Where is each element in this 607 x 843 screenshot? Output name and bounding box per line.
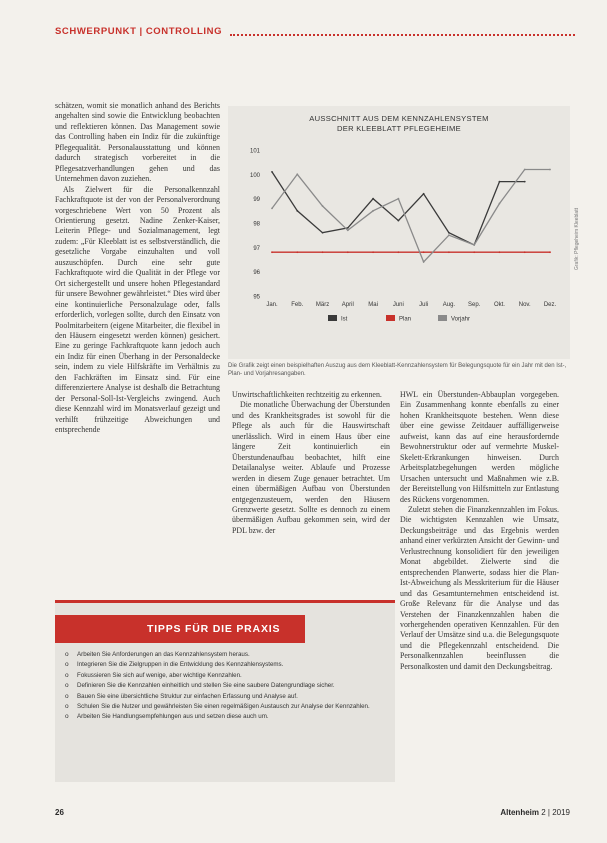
x-tick-label: März: [315, 302, 330, 308]
data-point-ist: [347, 227, 349, 229]
data-point-plan: [322, 251, 324, 253]
bullet-circle-icon: o: [65, 703, 69, 711]
header-dotted-rule: [230, 34, 575, 36]
data-point-plan: [524, 251, 526, 253]
tips-list-item: [65, 672, 390, 681]
tips-box: [55, 600, 395, 782]
data-point-ist: [271, 171, 273, 173]
tips-list-item: [65, 682, 390, 691]
y-tick-label: 99: [253, 197, 260, 204]
data-point-ist: [499, 181, 501, 183]
data-point-vorjahr: [473, 244, 475, 246]
data-point-plan: [423, 251, 425, 253]
text-column-3: [400, 390, 559, 672]
data-point-vorjahr: [296, 173, 298, 175]
bullet-circle-icon: o: [65, 682, 69, 690]
paragraph: Unwirtschaftlichkeiten rechtzeitig zu erkennen.: [232, 390, 382, 399]
tips-item-text: Bauen Sie eine übersichtliche Struktur zur einfachen Erfassung und Analyse auf.: [77, 692, 298, 700]
x-tick-label: Sep.: [468, 302, 481, 308]
x-tick-label: Mai: [368, 302, 378, 308]
x-tick-label: Juni: [392, 302, 404, 308]
paragraph: Die monatliche Überwachung der Überstunden und des Krankheitsgrades ist sowohl für die Pflege als auch für die Hauswirtschaft unerlässlich. Wird in einem Haus über eine längere Zeit kontinuierlich ein Überstundenaufbau beobachtet, hilft eine Detailanalyse weiter. Ablaufe und Prozesse werden in diesem Zuge genauer betrachtet. Um einen übermäßigen Aufbau von Überstunden entgegenzusteuern, werden den Häusern Grenzwerte gesetzt. Sollte es dennoch zu einem übermäßigen Aufbau gekommen sein, wird der PDL bzw. der: [232, 400, 390, 535]
tips-item-text: Arbeiten Sie Anforderungen an das Kennzahlensystem heraus.: [77, 651, 250, 658]
paragraph: schätzen, womit sie monatlich anhand des Berichts angehalten sind sowie die Entwicklung beobachten und reflektieren können. Das Management sowie das Controlling haben ein Indiz für die zukünftige Pflegequalität. Personalausstattung und können dadurch strategisch vorbereitet in die Pflegesatzverhandlungen gehen und das Unternehmen davon zuziehen.: [55, 101, 220, 184]
chart-title-line-1: AUSSCHNITT AUS DEM KENNZAHLENSYSTEM: [309, 114, 489, 123]
y-tick-label: 100: [249, 172, 260, 179]
issue-label: 2 | 2019: [541, 808, 570, 817]
tips-list: [65, 651, 390, 724]
data-point-plan: [549, 251, 551, 253]
x-tick-label: Jan.: [266, 302, 278, 308]
data-point-plan: [397, 251, 399, 253]
bullet-circle-icon: o: [65, 671, 69, 679]
data-point-ist: [372, 198, 374, 200]
x-tick-label: Okt.: [493, 302, 505, 308]
data-point-vorjahr: [549, 169, 551, 171]
section-label: SCHWERPUNKT: [55, 26, 137, 37]
data-point-vorjahr: [524, 169, 526, 171]
data-point-vorjahr: [271, 208, 273, 210]
tips-item-text: Arbeiten Sie Handlungsempfehlungen aus und setzen diese auch um.: [77, 713, 269, 721]
data-point-ist: [397, 220, 399, 222]
tips-list-item: [65, 651, 390, 660]
data-point-plan: [347, 251, 349, 253]
text-column-1: [55, 101, 220, 436]
chart-caption: Die Grafik zeigt einen beispielhaften Auszug aus dem Kleeblatt-Kennzahlensystem für Belegungsquote für ein Jahr mit den Ist-, Plan- und Vorjahresangaben.: [228, 363, 567, 377]
header-separator: |: [139, 26, 143, 37]
y-tick-label: 96: [253, 270, 260, 277]
x-tick-label: Dez.: [543, 302, 557, 308]
y-tick-label: 97: [253, 245, 260, 252]
legend-label-ist: Ist: [341, 316, 348, 323]
magazine-name: Altenheim: [500, 808, 539, 817]
x-tick-label: Aug.: [442, 302, 456, 308]
bullet-circle-icon: o: [65, 692, 69, 700]
bullet-circle-icon: o: [65, 651, 69, 658]
tips-list-item: [65, 713, 390, 722]
legend-swatch-vorjahr: [438, 315, 447, 321]
page-footer: [55, 808, 570, 822]
paragraph: Als Zielwert für die Personalkennzahl Fachkraftquote ist der von der Personalverordnung vorgeschriebene Wert von 50 Prozent als Orientierung gesetzt. Nadine Zenker-Kaiser, Leiterin Pflege- und Sozialmanagement, legt zudem: „Für Kleeblatt ist es selbstverständlich, die gesetzliche Vorgabe einzuhalten und voll auszuschöpfen. Durch eine sehr gute Fachkraftquote wird die Qualität in der Pflege vor Ort sichergestellt und unsere hohen Pflegestandard für unsere Bewohner gewährleistet.“ Dies wird über eine kontinuierliche Personalzulage oder, falls erforderlich, vorlegen sollte, durch den Einsatz von Poolmitarbeitern (eigene Mitarbeiter, die flexibel in den Häusern eingesetzt werden können) gesichert. Eine zu geringe Fachkraftquote kann jedoch auch ein Indiz für einen Überhang in der Personaldecke sein, indem zu viele Hilfskräfte im Verhältnis zu den Fachkräften im Einsatz sind. Für eine differenziertere Analyse ist deshalb die Betrachtung der Personal-Soll-Ist-Vergleichs zwingend. Auch diese Kennzahl wird im Monatsverlauf gezeigt und verhilft frühzeitige Abweichungen und entsprechende: [55, 184, 220, 435]
y-tick-label: 101: [249, 148, 260, 155]
data-point-plan: [372, 251, 374, 253]
section-header: [55, 26, 575, 40]
data-point-vorjahr: [372, 210, 374, 212]
legend-swatch-ist: [328, 315, 337, 321]
tips-item-text: Fokussieren Sie sich auf wenige, aber wichtige Kennzahlen.: [77, 671, 242, 679]
magazine-issue: [500, 808, 570, 817]
tips-list-item: [65, 693, 390, 702]
x-tick-label: Feb.: [291, 302, 304, 308]
data-point-plan: [448, 251, 450, 253]
page-number: 26: [55, 808, 64, 817]
legend-swatch-plan: [386, 315, 395, 321]
tips-item-text: Schulen Sie die Nutzer und gewährleisten Sie einen regelmäßigen Austausch zur Analyse der Kennzahlen.: [77, 703, 370, 711]
paragraph: HWL ein Überstunden-Abbauplan vorgegeben. Ein Zusammenhang konnte ebenfalls zu einer hohen Krankheitsquote bestehen. Wenn diese über eine gewisse Zeitdauer auffälligerweise aufweist, kann das auf eine herausfordernde Bewohnerstruktur oder auf vermehrte Muskel-Skelett-Erkrankungen hinweisen. Durch Arbeitsplatzbegehungen werden mögliche Ursachen untersucht und Maßnahmen wie z.B. der Bereitstellung von Hilfsmitteln zur Entlastung des Rückens vorgenommen.: [400, 390, 559, 504]
legend-label-plan: Plan: [399, 316, 412, 323]
series-line-vorjahr: [272, 170, 550, 262]
text-column-2: [232, 390, 390, 536]
data-point-ist: [448, 232, 450, 234]
chart-panel: [228, 106, 570, 359]
y-tick-label: 95: [253, 294, 260, 301]
data-point-plan: [473, 251, 475, 253]
chart-title-line-2: DER KLEEBLATT PFLEGEHEIME: [336, 124, 462, 133]
tips-list-item: [65, 661, 390, 670]
data-point-plan: [296, 251, 298, 253]
data-point-ist: [423, 193, 425, 195]
tips-item-text: Integrieren Sie die Zielgruppen in die Entwicklung des Kennzahlensystems.: [77, 661, 284, 669]
data-point-vorjahr: [423, 261, 425, 263]
topic-label: CONTROLLING: [145, 26, 223, 37]
bullet-circle-icon: o: [65, 713, 69, 721]
data-point-vorjahr: [499, 203, 501, 205]
data-point-plan: [271, 251, 273, 253]
tips-item-text: Definieren Sie die Kennzahlen einheitlich und stellen Sie eine saubere Datengrundlage sicher.: [77, 682, 335, 690]
graphic-credit: Grafik: Pflegeheim Kleeblatt: [574, 208, 580, 270]
tips-list-item: [65, 703, 390, 712]
data-point-ist: [524, 181, 526, 183]
legend-label-vorjahr: Vorjahr: [451, 316, 471, 323]
bullet-circle-icon: o: [65, 661, 69, 669]
data-point-vorjahr: [448, 234, 450, 236]
x-tick-label: April: [341, 302, 354, 308]
data-point-plan: [499, 251, 501, 253]
x-tick-label: Nov.: [518, 302, 531, 308]
paragraph: Zuletzt stehen die Finanzkennzahlen im Fokus. Die wichtigsten Kennzahlen wie Umsatz, Deckungsbeiträge und das Ergebnis werden anhand einer verkürzten Ansicht der Gewinn- und Verlustrechnung konsolidiert für den jeweiligen Monat abgebildet. Zielwerte sind die entsprechenden Planwerte, sodass hier die Plan-Ist-Abweichung als Messkriterium für die Häuser und das Gesamtunternehmen entscheidend ist. Große Relevanz für die Analyse und das Verstehen der Finanzkennzahlen haben die vorhergehenden operativen Kennzahlen. Für den Verlauf der Umsätze sind u.a. die Belegungsquote und die Pflegekennzahl entscheidend. Die Personalkennzahlen beeinflussen die Personalkosten und damit den Deckungsbeitrag.: [400, 504, 559, 671]
data-point-vorjahr: [397, 198, 399, 200]
series-line-ist: [272, 172, 525, 245]
y-tick-label: 98: [253, 221, 260, 228]
line-chart: [228, 106, 570, 359]
data-point-ist: [296, 210, 298, 212]
data-point-ist: [322, 232, 324, 234]
tips-title: TIPPS FÜR DIE PRAXIS: [55, 615, 305, 643]
data-point-vorjahr: [347, 229, 349, 231]
data-point-vorjahr: [322, 205, 324, 207]
x-tick-label: Juli: [419, 302, 429, 308]
